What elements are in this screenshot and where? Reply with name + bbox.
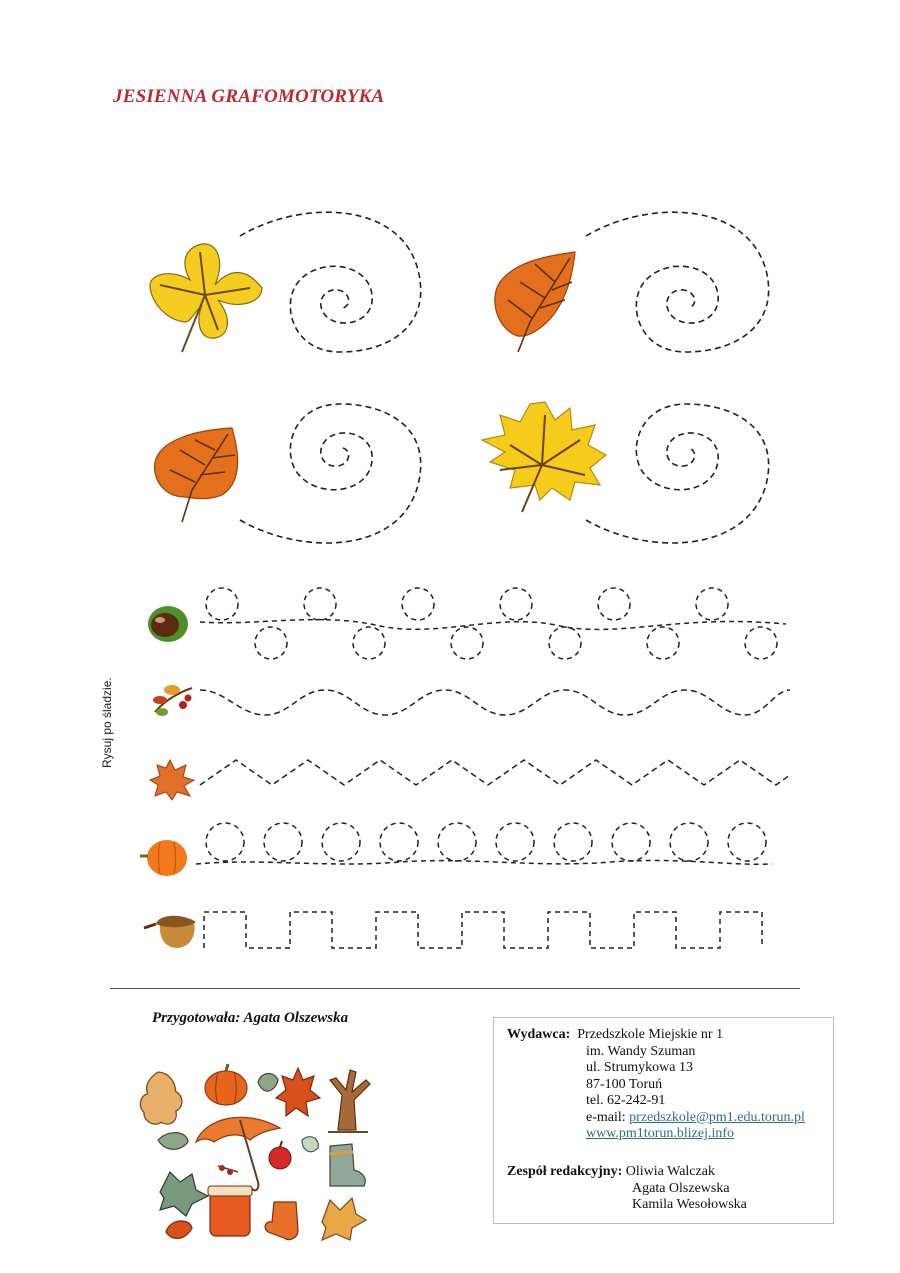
apple-icon xyxy=(269,1141,291,1169)
oak-leaf-icon xyxy=(322,1198,366,1240)
square-wave-trace xyxy=(204,912,762,948)
oak-leaf-icon xyxy=(131,1069,192,1133)
sock-icon xyxy=(265,1202,298,1240)
spiral-trace xyxy=(240,404,421,543)
autumn-collage xyxy=(131,1064,370,1240)
zigzag-trace xyxy=(200,760,790,785)
email-link[interactable]: przedszkole@pm1.edu.torun.pl xyxy=(629,1109,805,1125)
team-member: Agata Olszewska xyxy=(632,1180,730,1196)
page-title: JESIENNA GRAFOMOTORYKA xyxy=(113,86,385,107)
circle-loop-trace xyxy=(196,823,772,864)
maple-leaf-icon xyxy=(276,1068,320,1116)
loop-trace xyxy=(200,588,786,659)
maple-leaf-icon xyxy=(482,402,606,512)
publisher-phone: tel. 62-242-91 xyxy=(586,1093,666,1108)
berries-twig-icon xyxy=(153,685,192,716)
publisher-patron: im. Wandy Szuman xyxy=(586,1043,696,1059)
leaf-icon xyxy=(166,1221,192,1238)
boot-icon xyxy=(330,1144,365,1186)
team-member: Oliwia Walczak xyxy=(625,1164,715,1179)
leaf-icon xyxy=(302,1137,318,1152)
spiral-trace xyxy=(586,212,769,352)
publisher-city: 87-100 Toruń xyxy=(586,1076,663,1092)
orange-leaf-icon xyxy=(495,252,575,352)
chestnut-leaf-icon xyxy=(150,244,262,352)
publisher-box xyxy=(493,1017,834,1224)
publisher-label: Wydawca: xyxy=(507,1027,571,1042)
author-credit: Przygotowała: Agata Olszewska xyxy=(152,1010,349,1026)
leaf-icon xyxy=(160,1172,208,1216)
pumpkin-icon xyxy=(140,840,187,876)
team-member: Kamila Wesołowska xyxy=(632,1197,747,1212)
publisher-street: ul. Strumykowa 13 xyxy=(586,1060,693,1075)
team-label: Zespół redakcyjny: xyxy=(507,1164,623,1179)
acorn-icon xyxy=(144,916,196,948)
pumpkin-icon xyxy=(205,1064,247,1105)
email-label: e-mail: xyxy=(586,1109,626,1125)
tree-icon xyxy=(328,1070,370,1132)
berries-twig-icon xyxy=(218,1165,238,1175)
leaf-icon xyxy=(258,1074,278,1092)
chestnut-icon xyxy=(148,606,188,642)
divider xyxy=(110,988,800,989)
jam-jar-icon xyxy=(208,1186,252,1236)
wave-trace xyxy=(200,690,790,715)
spiral-trace xyxy=(240,212,421,352)
publisher-name: Przedszkole Miejskie nr 1 xyxy=(577,1027,724,1042)
instruction-label: Rysuj po śladzie. xyxy=(100,677,114,768)
maple-leaf-icon xyxy=(150,760,194,800)
umbrella-icon xyxy=(196,1117,280,1190)
spiral-trace xyxy=(586,404,769,543)
website-link[interactable]: www.pm1torun.blizej.info xyxy=(586,1126,735,1141)
leaf-icon xyxy=(158,1133,188,1150)
orange-leaf-icon xyxy=(155,428,238,522)
